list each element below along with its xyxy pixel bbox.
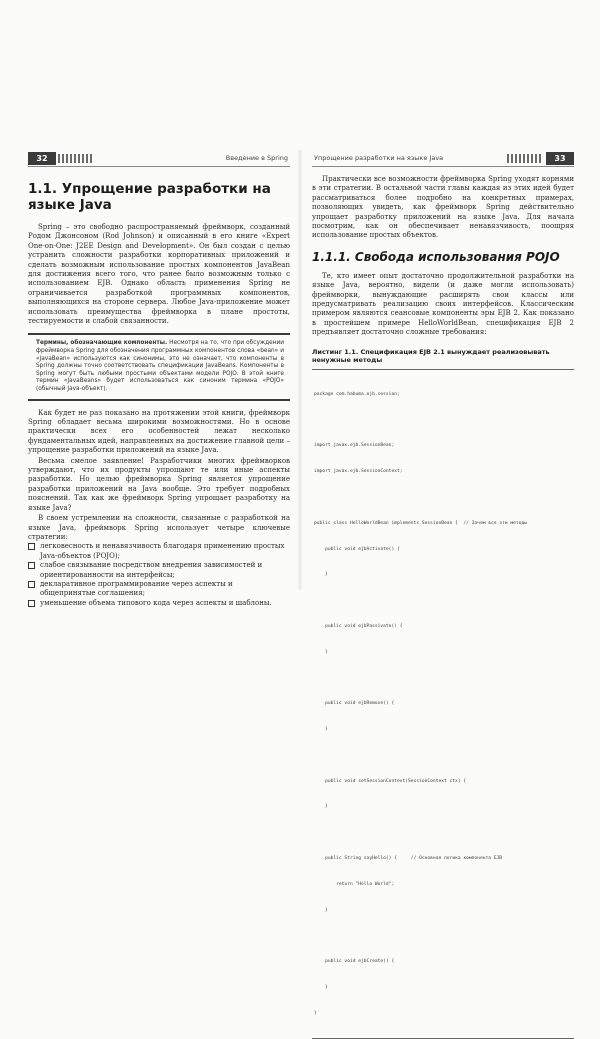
note-text: Несмотря на то, что при обсуждении фреймворка Spring для обозначения программных компонентов слова «bean» и «JavaBean» используются как синонимы, это не означает, что компоненты в Spring должны точно соответствовать спецификации JavaBeans. Компоненты в Spring могут быть любыми простыми объектами модели POJO. В этой книге термин «JavaBeans» будет использоваться как синоним термина «POJO» (обычный Java-объект).: [36, 340, 284, 393]
list-item: [28, 580, 290, 599]
page-number: 33: [546, 152, 574, 165]
code-line: public String sayHello() { // Основная логика компонента EJB: [314, 855, 503, 861]
code-line: [314, 597, 572, 606]
paragraph: Spring – это свободно распространяемый фреймворк, созданный Родом Джонсоном (Rod Johnson) и описанный в его книге «Expert One-on-One: J2EE Design and Development». Он был создан с целью устранить сложности разработки корпоративных приложений и сделать возможным использование простых компонентов JavaBean для достижения всего того, что ранее было возможным только с использованием EJB. Однако область применения Spring не ограничивается разработкой программных компонентов, выполняющихся на стороне сервера. Любое Java-приложение может использовать преимущества фреймворка в плане простоты, тестируемости и слабой связанности.: [28, 223, 290, 326]
code-line: }: [314, 572, 328, 578]
code-line: }: [314, 649, 328, 655]
header-stripes-decoration: [58, 154, 94, 163]
book-gutter: [297, 150, 303, 590]
left-page-header: [28, 152, 290, 167]
list-item-text: декларативное программирование через аспекты и общепринятые соглашения;: [40, 579, 233, 598]
checkbox-bullet-icon: [28, 581, 35, 588]
checkbox-bullet-icon: [28, 543, 35, 550]
code-line: }: [314, 1010, 317, 1016]
code-line: }: [314, 727, 328, 733]
subsection-title: 1.1.1. Свобода использования POJO: [312, 249, 560, 264]
code-line: public class HelloWorldBean implements SessionBean { // Зачем все эти методы: [314, 520, 527, 526]
right-page-header: [312, 152, 574, 167]
code-line: import javax.ejb.SessionBean;: [314, 443, 395, 449]
list-item-text: уменьшение объема типового кода через аспекты и шаблоны.: [40, 598, 272, 607]
code-line: [314, 674, 572, 683]
section-title: 1.1. Упрощение разработки на языке Java: [28, 181, 271, 213]
code-line: import javax.ejb.SessionContext;: [314, 469, 403, 475]
code-line: public void ejbCreate() {: [314, 959, 395, 965]
code-line: [314, 494, 572, 503]
code-listing: [312, 369, 574, 1039]
code-line: [314, 752, 572, 761]
page-number: 32: [28, 152, 56, 165]
note-lead: Термины, обозначающие компоненты.: [36, 340, 168, 347]
paragraph: В своем устремлении на сложности, связанные с разработкой на языке Java, фреймворк Spring использует четыре ключевые стратегии:: [28, 514, 290, 541]
running-head: Упрощение разработки на языке Java: [314, 154, 444, 162]
strategy-list: [28, 542, 290, 608]
code-line: }: [314, 907, 328, 913]
list-item-text: слабое связывание посредством внедрения зависимостей и ориентированности на интерфейсы;: [40, 561, 263, 579]
paragraph: Практически все возможности фреймворка Spring уходят корнями в эти стратегии. В остальной части главы каждая из этих идей будет рассматриваться более подробно на конкретных примерах, позволяющих увидеть, как фреймворк Spring действительно упрощает разработку приложений на языке Java. Для начала посмотрим, как он обеспечивает ненавязчивость, поощряя использование простых объектов.: [312, 175, 574, 240]
code-line: }: [314, 804, 328, 810]
code-line: public void setSessionContext(SessionContext ctx) {: [314, 778, 467, 784]
paragraph: Те, кто имеет опыт достаточно продолжительной разработки на языке Java, вероятно, видели (и даже могли использовать) фреймворки, вынуждающие расширять свои классы или предусматривать реализацию своих интерфейсов. Классическим примером являются сеансовые компоненты эры EJB 2. Как показано в простейшем примере HelloWorldBean, спецификация EJB 2 предъявляет достаточно сложные требования:: [312, 271, 574, 337]
left-page: [28, 152, 290, 608]
paragraph: Весьма смелое заявление! Разработчики многих фреймворков утверждают, что их продукты упрощают те или иные аспекты разработки. Но целью фреймворка Spring является упрощение разработки приложений на Java вообще. Это требует подробных пояснений. Так как же фреймворк Spring упрощает разработку на языке Java?: [28, 456, 290, 512]
checkbox-bullet-icon: [28, 600, 35, 607]
list-item: [28, 542, 290, 561]
running-head: Введение в Spring: [225, 154, 288, 162]
list-item-text: легковесность и ненавязчивость благодаря применению простых Java-объектов (POJO);: [40, 542, 285, 560]
list-item: [28, 599, 290, 608]
paragraph: Как будет не раз показано на протяжении этой книги, фреймворк Spring обладает весьма широкими возможностями. Но в основе практически всех его особенностей лежат несколько фундаментальных идей, направленных на достижение главной цели – упрощение разработки приложений на языке Java.: [28, 408, 290, 455]
right-page: [312, 152, 574, 1039]
code-line: package com.habuma.ejb.session;: [314, 391, 400, 397]
header-stripes-decoration: [507, 154, 543, 163]
code-line: public void ejbPassivate() {: [314, 623, 403, 629]
code-line: [314, 932, 572, 941]
code-line: public void ejbRemove() {: [314, 701, 395, 707]
terminology-note: [28, 333, 290, 400]
list-item: [28, 561, 290, 580]
code-line: [314, 417, 572, 426]
code-line: return "Hello World";: [314, 881, 395, 887]
code-line: }: [314, 984, 328, 990]
code-line: public void ejbActivate() {: [314, 546, 400, 552]
listing-title: Листинг 1.1. Спецификация EJB 2.1 вынуждает реализовывать ненужные методы: [312, 347, 550, 365]
checkbox-bullet-icon: [28, 562, 35, 569]
code-line: [314, 829, 572, 838]
